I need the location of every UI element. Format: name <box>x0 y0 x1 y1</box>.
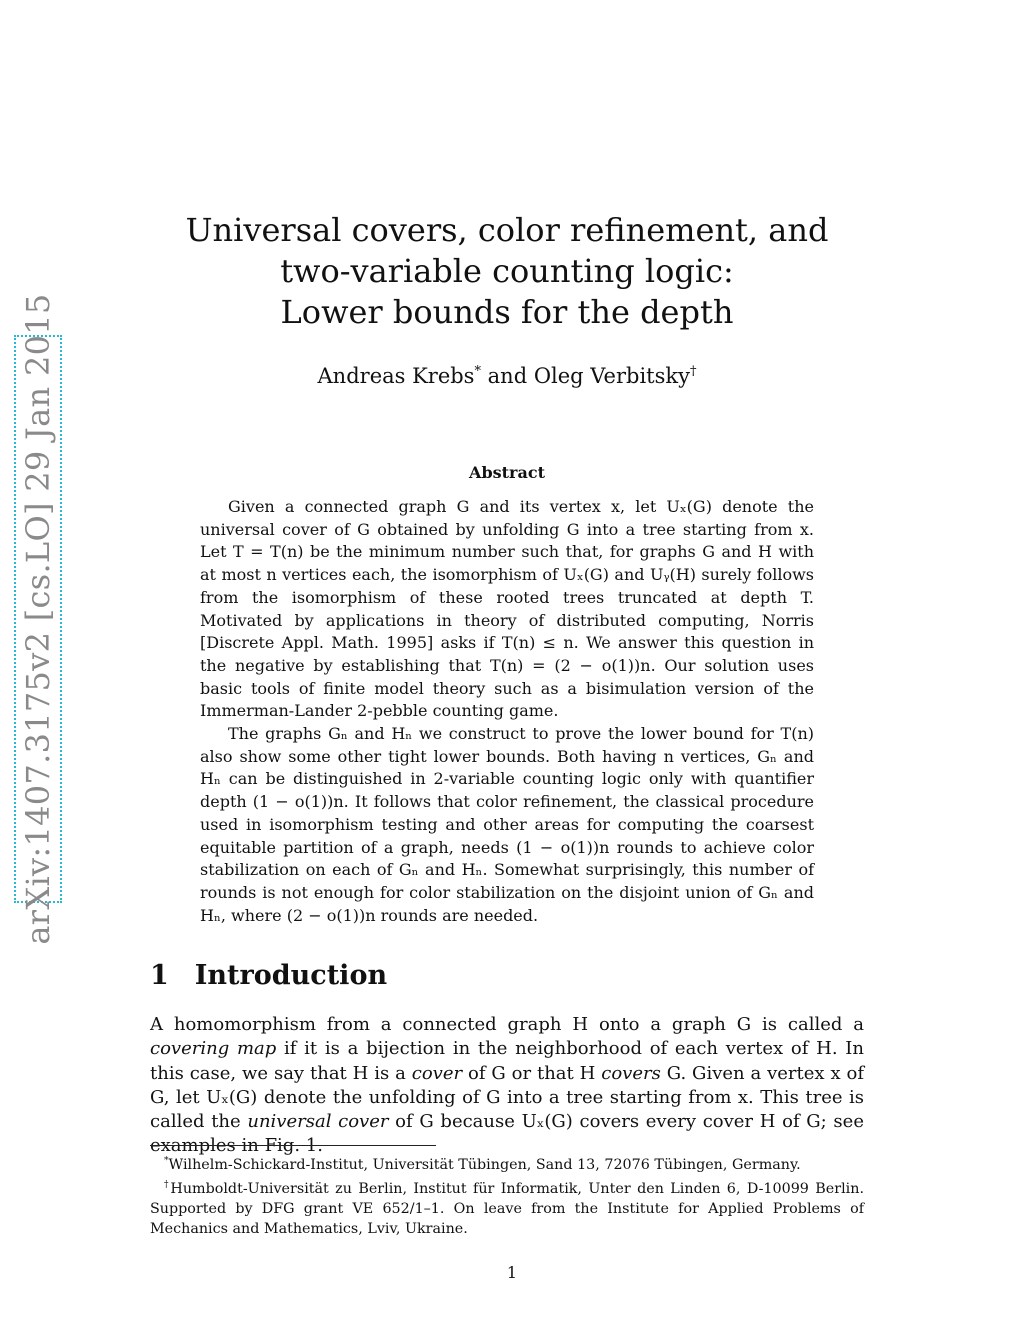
author-name: Andreas Krebs <box>317 364 475 388</box>
footnote-mark: † <box>689 364 697 379</box>
footnote <box>150 1151 864 1175</box>
text-run: if it is a bijection in the neighborhood of each vertex of H. In this case, we say that H is a <box>150 1038 865 1084</box>
page-number: 1 <box>506 1263 518 1282</box>
footnote-mark: † <box>164 1179 171 1190</box>
footnote-mark: * <box>474 364 481 379</box>
title-line: Lower bounds for the depth <box>280 293 734 331</box>
emphasis: cover <box>411 1062 463 1084</box>
footnote-mark: * <box>164 1156 169 1166</box>
title-line: two-variable counting logic: <box>280 252 734 290</box>
abstract-heading: Abstract <box>469 463 545 482</box>
text-run: A homomorphism from a connected graph H onto a graph G is called a <box>150 1014 864 1035</box>
text-run: of G or that H <box>462 1062 602 1084</box>
emphasis: covers <box>601 1062 661 1084</box>
title-line: Universal covers, color refinement, and <box>185 211 829 249</box>
text-run: G. Given a vertex x of G, let Uₓ(G) denote the unfolding of G into a tree starting from x. This tree is called the <box>150 1062 865 1133</box>
author-separator: and <box>480 364 534 388</box>
footnote <box>150 1175 864 1239</box>
arxiv-id: arXiv:1407.3175v2 [cs.LO] 29 Jan 2015 <box>19 293 57 945</box>
emphasis: universal cover <box>247 1111 389 1133</box>
abstract <box>200 496 814 927</box>
footnote-text: Humboldt-Universität zu Berlin, Institut für Informatik, Unter den Linden 6, D-10099 Berlin. Supported by DFG grant VE 652/1–1. On leave from the Institute for Applied Problems of Mechanics and Mathematics, Lviv, Ukraine. <box>150 1180 864 1237</box>
emphasis: covering map <box>150 1038 277 1060</box>
footnote-rule <box>150 1145 436 1146</box>
intro-paragraph <box>150 1013 864 1159</box>
paper-title <box>150 210 864 333</box>
footnotes <box>150 1151 864 1239</box>
text-run: of G because Uₓ(G) covers every cover H of G; see examples in Fig. 1. <box>150 1111 864 1157</box>
author-name: Oleg Verbitsky <box>533 364 690 388</box>
arxiv-stamp <box>14 293 62 945</box>
abstract-paragraph: The graphs Gₙ and Hₙ we construct to prove the lower bound for T(n) also show some other tight lower bounds. Both having n vertices, Gₙ and Hₙ can be distinguished in 2-variable counting logic only with quantifier depth (1 − o(1))n. It follows that color refinement, the classical procedure used in isomorphism testing and other areas for computing the coarsest equitable partition of a graph, needs (1 − o(1))n rounds to achieve color stabilization on each of Gₙ and Hₙ. Somewhat surprisingly, this number of rounds is not enough for color stabilization on the disjoint union of Gₙ and Hₙ, where (2 − o(1))n rounds are needed. <box>200 724 814 925</box>
abstract-paragraph: Given a connected graph G and its vertex x, let Uₓ(G) denote the universal cover of G obtained by unfolding G into a tree starting from x. Let T = T(n) be the minimum number such that, for graphs G and H with at most n vertices each, the isomorphism of Uₓ(G) and Uᵧ(H) surely follows from the isomorphism of these rooted trees truncated at depth T. Motivated by applications in theory of distributed computing, Norris [Discrete Appl. Math. 1995] asks if T(n) ≤ n. We answer this question in the negative by establishing that T(n) = (2 − o(1))n. Our solution uses basic tools of finite model theory such as a bisimulation version of the Immerman-Lander 2-pebble counting game. <box>200 497 814 721</box>
author-list <box>150 364 864 388</box>
footnote-text: Wilhelm-Schickard-Institut, Universität Tübingen, Sand 13, 72076 Tübingen, Germany. <box>168 1156 801 1173</box>
section-title: Introduction <box>194 960 388 991</box>
section-number: 1 <box>150 960 169 991</box>
section-heading <box>150 960 387 991</box>
